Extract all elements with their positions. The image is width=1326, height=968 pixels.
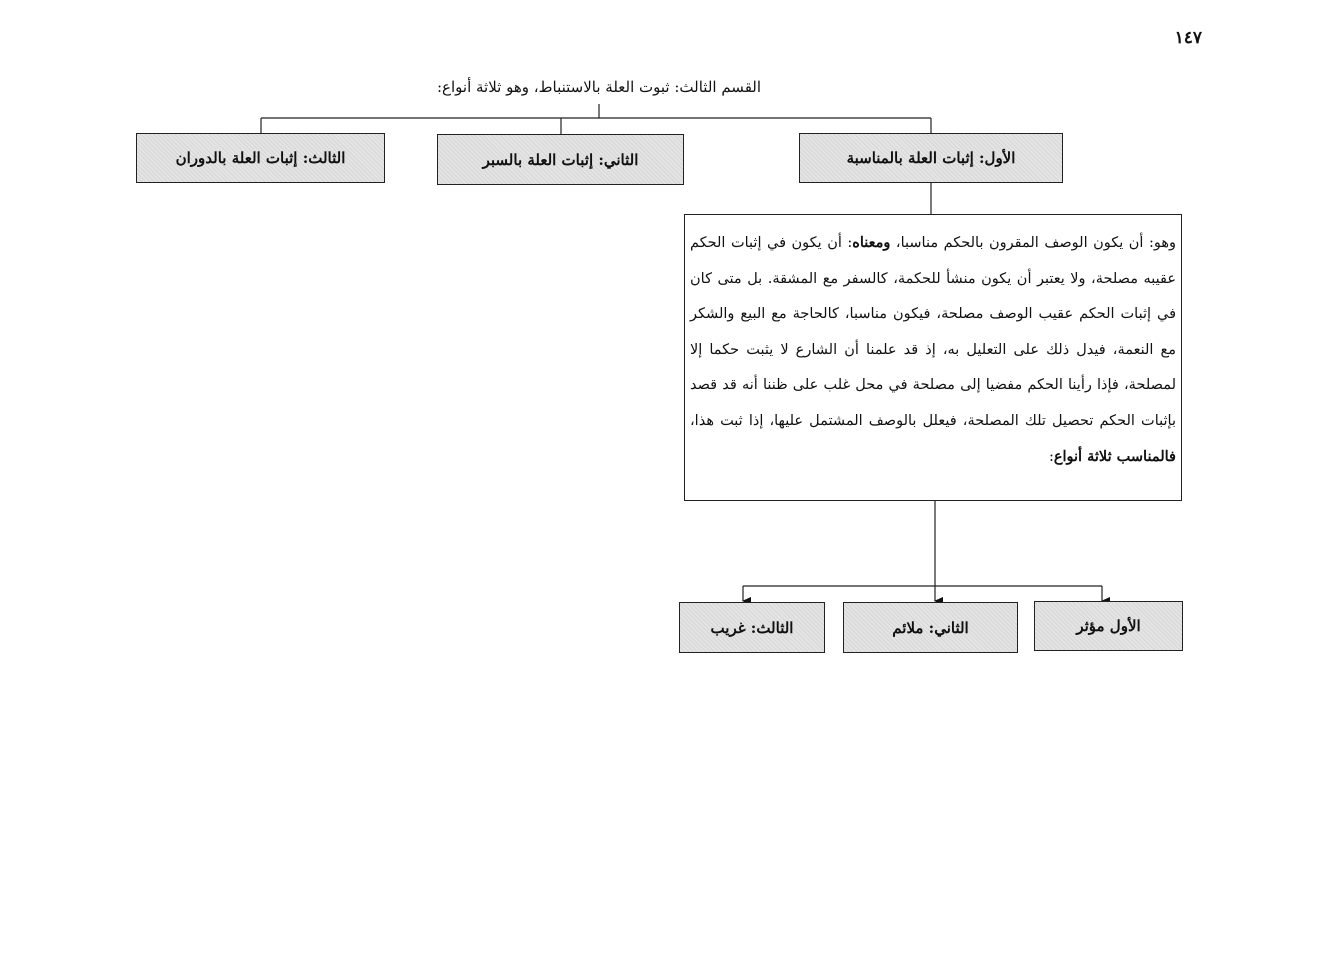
definition-emphasis-types: فالمناسب ثلاثة أنواع bbox=[1053, 448, 1176, 465]
page-number: ١٤٧ bbox=[1174, 28, 1202, 48]
method-box-third-label: الثالث: إثبات العلة بالدوران bbox=[175, 149, 346, 167]
definition-text-part1: وهو: أن يكون الوصف المقرون بالحكم مناسبا، bbox=[890, 235, 1176, 251]
definition-text-part2: : أن يكون في إثبات الحكم عقيبه مصلحة، ولا يعتبر أن يكون منشأ للحكمة، كالسفر مع المشقة. بل متى كان في إثبات الحكم عقيب الوصف مصلحة، فيكون مناسبا، كالحاجة مع البيع والشكر مع النعمة، فيدل ذلك على التعليل به، إذ قد علمنا أن الشارع لا يثبت حكما إلا لمصلحة، فإذا رأينا الحكم مفضيا إلى مصلحة في محل غلب على ظننا أنه قد قصد بإثبات الحكم تحصيل تلك المصلحة، فيعلل بالوصف المشتمل عليها، إذا ثبت هذا، bbox=[690, 235, 1176, 429]
type-box-first bbox=[1034, 601, 1183, 651]
type-box-second-label: الثاني: ملائم bbox=[892, 618, 969, 637]
type-box-second bbox=[843, 602, 1018, 653]
definition-emphasis-meaning: ومعناه bbox=[852, 234, 891, 251]
type-box-third bbox=[679, 602, 825, 653]
type-box-third-label: الثالث: غريب bbox=[710, 618, 794, 637]
type-box-first-label: الأول مؤثر bbox=[1076, 617, 1141, 635]
method-box-first bbox=[799, 133, 1063, 183]
main-title: القسم الثالث: ثبوت العلة بالاستنباط، وهو ثلاثة أنواع: bbox=[436, 78, 762, 96]
definition-box bbox=[684, 214, 1182, 501]
method-box-third bbox=[136, 133, 385, 183]
definition-text-part3: : bbox=[1048, 449, 1054, 465]
method-box-first-label: الأول: إثبات العلة بالمناسبة bbox=[846, 149, 1016, 167]
method-box-second bbox=[437, 134, 684, 185]
method-box-second-label: الثاني: إثبات العلة بالسبر bbox=[482, 150, 639, 169]
